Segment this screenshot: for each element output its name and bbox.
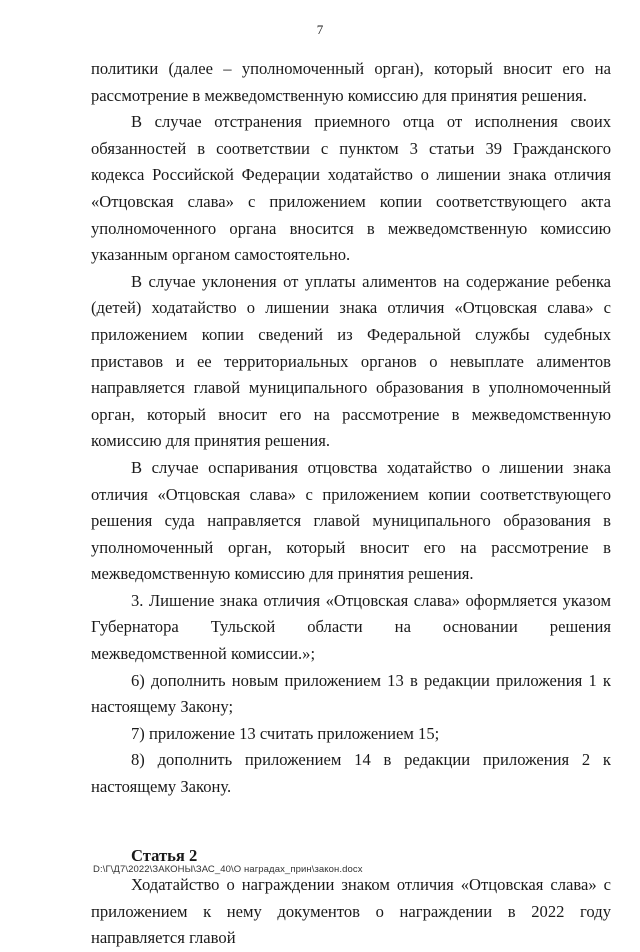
article-2-heading: Статья 2 bbox=[131, 845, 198, 865]
footer-file-path: D:\Г\Д7\2022\ЗАКОНЫ\ЗАС_40\О наградах_прин\закон.docx bbox=[93, 864, 363, 875]
article-2-paragraph: Ходатайство о награждении знаком отличия «Отцовская слава» с приложением к нему документов о награждении в 2022 году направляется главой bbox=[91, 875, 611, 948]
paragraph-item-7: 7) приложение 13 считать приложением 15; bbox=[131, 723, 440, 743]
paragraph-item-3: 3. Лишение знака отличия «Отцовская слава» оформляется указом Губернатора Тульской области на основании решения межведомственной комиссии.»; bbox=[91, 590, 611, 664]
paragraph-item-6: 6) дополнить новым приложением 13 в редакции приложения 1 к настоящему Закону; bbox=[91, 670, 611, 717]
document-body bbox=[91, 56, 611, 952]
paragraph-item-8: 8) дополнить приложением 14 в редакции приложения 2 к настоящему Закону. bbox=[91, 750, 611, 797]
paragraph-continuation: политики (далее – уполномоченный орган), который вносит его на рассмотрение в межведомственную комиссию для принятия решения. bbox=[91, 59, 611, 105]
paragraph-removal-of-foster-father: В случае отстранения приемного отца от исполнения своих обязанностей в соответствии с пунктом 3 статьи 39 Гражданского кодекса Российской Федерации ходатайство о лишении знака отличия «Отцовская слава» с приложением копии соответствующего акта уполномоченного органа вносится в межведомственную комиссию указанным органом самостоятельно. bbox=[91, 112, 611, 265]
page-number: 7 bbox=[316, 22, 324, 37]
paragraph-alimony-evasion: В случае уклонения от уплаты алиментов на содержание ребенка (детей) ходатайство о лишении знака отличия «Отцовская слава» с приложением копии сведений из Федеральной службы судебных приставов и ее территориальных органов о невыплате алиментов направляется главой муниципального образования в уполномоченный орган, который вносит его на рассмотрение в межведомственную комиссию для принятия решения. bbox=[91, 271, 611, 451]
paragraph-paternity-dispute: В случае оспаривания отцовства ходатайство о лишении знака отличия «Отцовская слава» с приложением копии соответствующего решения суда направляется главой муниципального образования в уполномоченный орган, который вносит его на рассмотрение в межведомственную комиссию для принятия решения. bbox=[91, 457, 611, 584]
